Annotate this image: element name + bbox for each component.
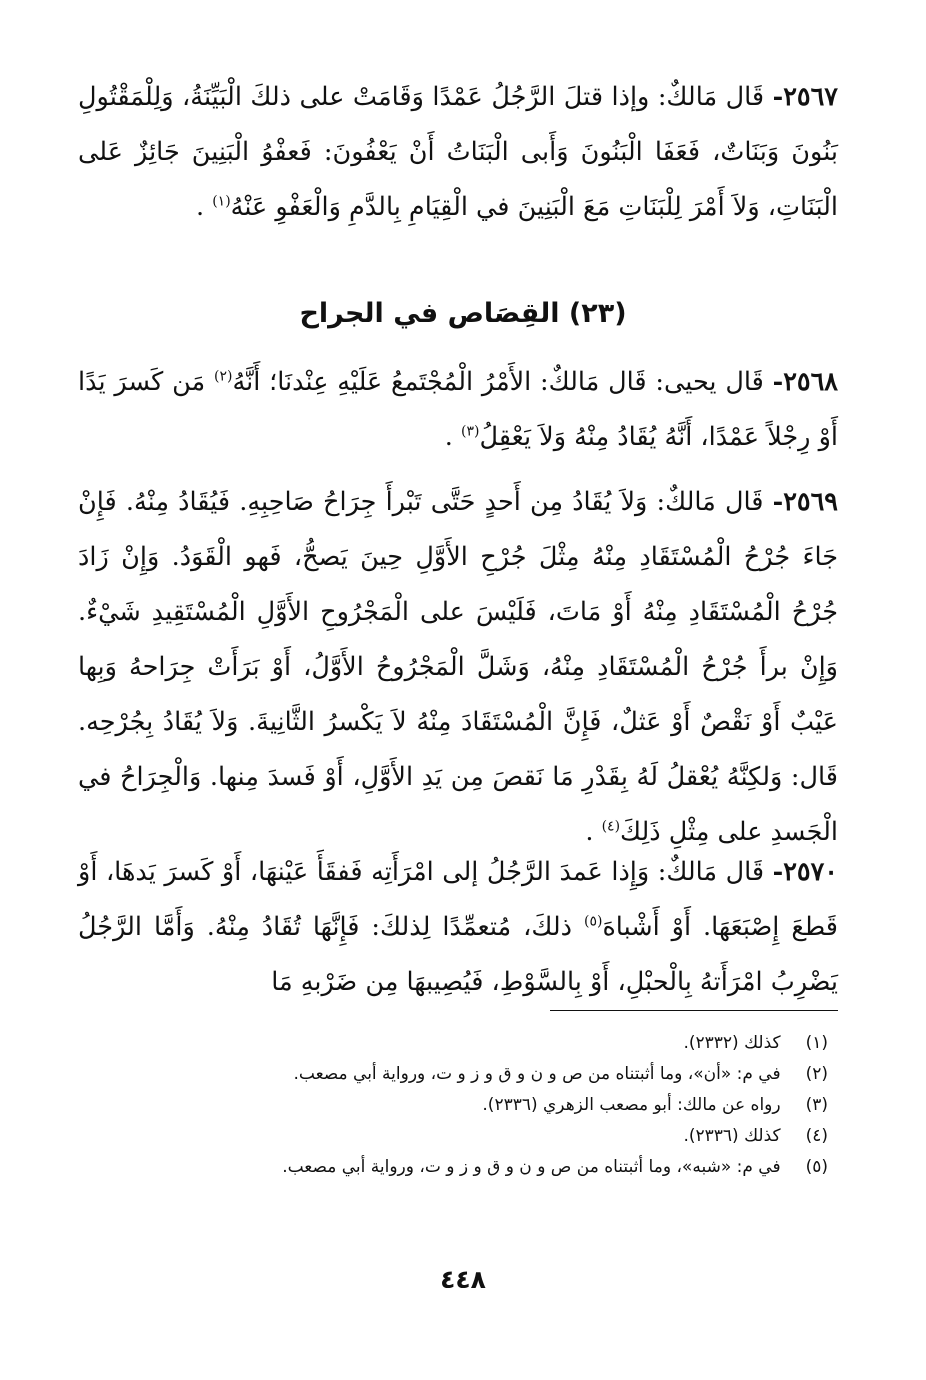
paragraph-text-continued: ذلكَ، مُتعمِّدًا لِذلكَ: فَإِنَّهَا تُقَادُ مِنْهُ. وَأَمَّا الرَّجُلُ يَضْرِبُ امْرَأَتهُ بِالْحبْلِ، أَوْ بِالسَّوْطِ، فَيُصِيبهَا مِن ضَرْبهِ مَا	[78, 912, 838, 997]
paragraph-text: قَال يحيى: قَال مَالكٌ: الأَمْرُ الْمُجْتَمعُ عَلَيْهِ عِنْدنَا؛ أَنَّهُ	[232, 367, 764, 397]
footnote-label: (١)	[805, 1033, 828, 1053]
section-heading: (٢٣) القِصَاص في الجراح	[299, 298, 627, 329]
paragraph-text: قَال مَالكٌ: وإذا قتلَ الرَّجُلُ عَمْدًا وَقَامَتْ على ذلكَ الْبَيِّنَةُ، وَلِلْمَقْتُولِ بَنُونَ وَبَنَاتٌ، فَعَفَا الْبَنُونَ وَأَبى الْبَنَاتُ أَنْ يَعْفُونَ: فَعفْوُ الْبَنِينَ جَائِزٌ عَلى الْبَنَاتِ، وَلاَ أَمْرَ لِلْبَنَاتِ مَعَ الْبَنِينَ في الْقِيَامِ بِالدَّمِ وَالْعَفْوِ عَنْهُ	[78, 82, 838, 222]
footnote-label: (٢)	[805, 1064, 828, 1084]
footnote-ref[interactable]: (٤)	[601, 818, 621, 835]
paragraph-number: ٢٥٦٧-	[772, 82, 838, 112]
footnote-4	[108, 1121, 828, 1152]
footnotes	[108, 1028, 828, 1183]
paragraph-2569	[78, 475, 838, 860]
footnote-2	[108, 1059, 828, 1090]
paragraph-tail: .	[195, 192, 205, 222]
footnote-label: (٣)	[805, 1095, 828, 1115]
footnote-ref[interactable]: (٣)	[460, 423, 480, 440]
paragraph-text: قَال مَالكٌ: وَإِذا عَمدَ الرَّجُلُ إلى امْرَأَتِه فَفقَأَ عَيْنهَا، أَوْ كَسرَ يَدهَا، أَوْ قَطعَ إِصْبَعَهَا. أَوْ أَشْباهَ	[78, 857, 838, 942]
footnote-text: رواه عن مالك: أبو مصعب الزهري (٢٣٣٦).	[482, 1095, 781, 1115]
paragraph-number: ٢٥٦٨-	[772, 367, 839, 397]
paragraph-2567	[78, 70, 838, 235]
footnote-text: في م: «شبه»، وما أثبتناه من ص و ن و ق و ز و ت، ورواية أبي مصعب.	[282, 1157, 781, 1177]
paragraph-2570	[78, 845, 838, 1010]
footnote-label: (٥)	[805, 1157, 828, 1177]
footnote-ref[interactable]: (١)	[212, 193, 231, 210]
footnote-5	[108, 1152, 828, 1183]
footnote-label: (٤)	[805, 1126, 828, 1146]
footnote-divider	[550, 1010, 838, 1011]
footnote-text: في م: «أن»، وما أثبتناه من ص و ن و ق و ز و ت، ورواية أبي مصعب.	[293, 1064, 781, 1084]
paragraph-number: ٢٥٧٠-	[772, 857, 838, 887]
paragraph-tail: .	[585, 817, 594, 847]
footnote-3	[108, 1090, 828, 1121]
paragraph-text: قَال مَالكٌ: وَلاَ يُقَادُ مِن أَحدٍ حَتَّى تَبْرأَ جِرَاحُ صَاحِبِهِ. فَيُقَادُ مِنْهُ. فَإِنْ جَاءَ جُرْحُ الْمُسْتَقَادِ مِنْهُ مِثْلَ جُرْحِ الأَوَّلِ حِينَ يَصحُّ، فَهو الْقَوَدُ. وَإِنْ زَادَ جُرْحُ الْمُسْتَقَادِ مِنْهُ أَوْ مَاتَ، فَلَيْسَ على الْمَجْرُوحِ الأَوَّلِ الْمُسْتَقِيدِ شَيْءٌ. وَإِنْ برأَ جُرْحُ الْمُسْتَقَادِ مِنْهُ، وَشَلَّ الْمَجْرُوحُ الأَوَّلُ، أَوْ بَرَأَتْ جِرَاحهُ وَبِها عَيْبٌ أَوْ نَقْصٌ أَوْ عَثلٌ، فَإِنَّ الْمُسْتَقَادَ مِنْهُ لاَ يَكْسرُ الثَّانِيةَ. وَلاَ يُقَادُ بِجُرْحِه. قَال: وَلكِنَّهُ يُعْقلُ لَهُ بِقَدْرِ مَا نَقصَ مِن يَدِ الأَوَّلِ، أَوْ فَسدَ مِنها. وَالْجِرَاحُ في الْجَسدِ على مِثْلِ ذَلِكَ	[78, 487, 838, 847]
footnote-ref[interactable]: (٢)	[214, 368, 233, 385]
page-number: ٤٤٨	[440, 1265, 486, 1294]
footnote-text: كذلك (٢٣٣٢).	[683, 1033, 781, 1053]
paragraph-text-continued: مَن كَسرَ يَدًا أَوْ رِجْلاً عَمْدًا، أَنَّهُ يُقَادُ مِنْهُ وَلاَ يَعْقِلُ	[78, 367, 838, 452]
paragraph-2568	[78, 355, 838, 465]
footnote-ref[interactable]: (٥)	[583, 913, 603, 930]
footnote-text: كذلك (٢٣٣٦).	[683, 1126, 781, 1146]
footnote-1	[108, 1028, 828, 1059]
paragraph-tail: .	[444, 422, 453, 452]
paragraph-number: ٢٥٦٩-	[772, 487, 838, 517]
